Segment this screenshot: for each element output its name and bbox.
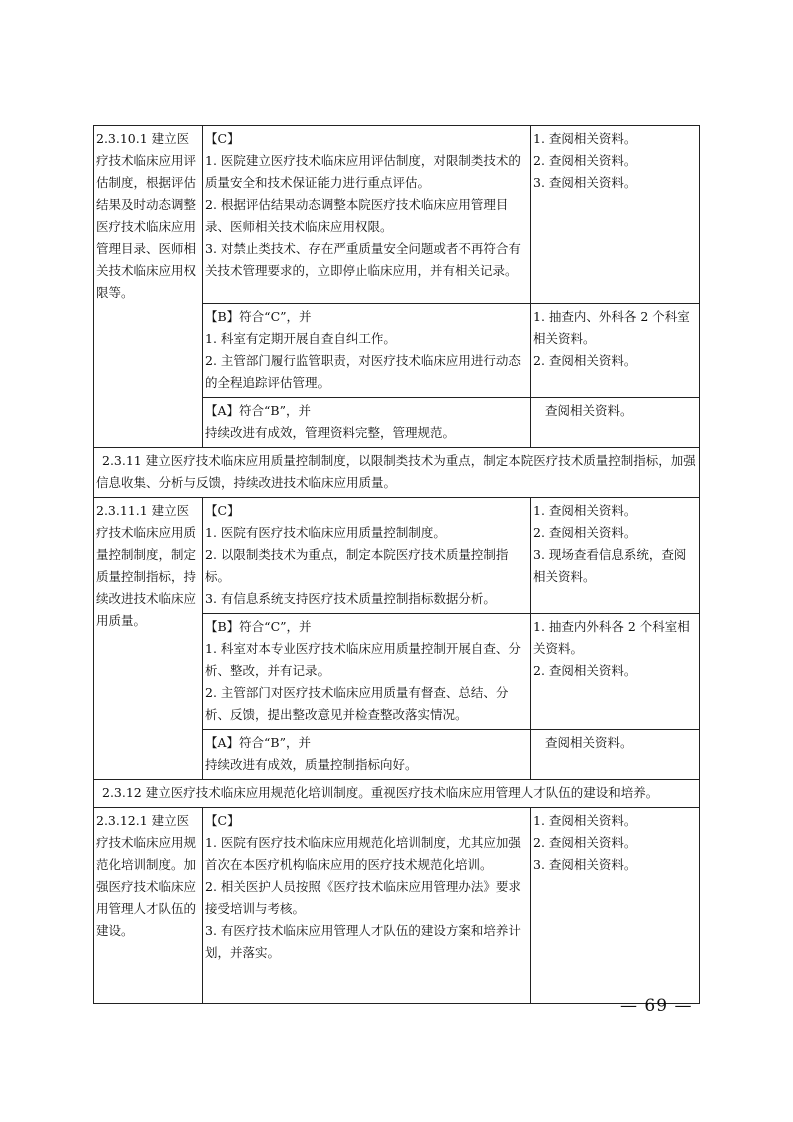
item-title: 2.3.11.1 建立医疗技术临床应用质量控制制度，制定质量控制指标，持续改进技术临床应用质量。 — [96, 503, 197, 628]
method-line: 2. 查阅相关资料。 — [533, 353, 637, 368]
standards-table — [93, 125, 700, 1004]
method-line: 1. 查阅相关资料。 — [533, 131, 637, 146]
method-line: 查阅相关资料。 — [545, 403, 633, 418]
criteria-line: 持续改进有成效，质量控制指标向好。 — [205, 757, 418, 772]
grade-label: 【C】 — [205, 813, 240, 828]
item-title: 2.3.10.1 建立医疗技术临床应用评估制度，根据评估结果及时动态调整医疗技术临床应用管理目录、医师相关技术临床应用权限等。 — [96, 131, 197, 300]
criteria-line: 1. 医院有医疗技术临床应用规范化培训制度，尤其应加强首次在本医疗机构临床应用的医疗技术规范化培训。 — [205, 835, 521, 872]
section-text: 2.3.12 建立医疗技术临床应用规范化培训制度。重视医疗技术临床应用管理人才队伍的建设和培养。 — [102, 785, 659, 800]
section-heading — [94, 780, 700, 808]
criteria-line: 1. 科室对本专业医疗技术临床应用质量控制开展自查、分析、整改，并有记录。 — [205, 641, 521, 678]
criteria-line: 2. 相关医护人员按照《医疗技术临床应用管理办法》要求接受培训与考核。 — [205, 879, 521, 916]
grade-label: 【C】 — [205, 503, 240, 518]
criteria-cell — [203, 614, 531, 730]
method-line: 1. 抽查内、外科各 2 个科室相关资料。 — [533, 309, 690, 346]
method-line: 1. 抽查内外科各 2 个科室相关资料。 — [533, 619, 690, 656]
method-line: 2. 查阅相关资料。 — [533, 153, 637, 168]
criteria-line: 2. 根据评估结果动态调整本院医疗技术临床应用管理目录、医师相关技术临床应用权限。 — [205, 197, 509, 234]
item-title-cell — [94, 126, 203, 448]
grade-label: 【B】符合“C”，并 — [205, 619, 312, 634]
method-cell — [531, 498, 700, 614]
grade-label: 【C】 — [205, 131, 240, 146]
grade-label: 【A】符合“B”，并 — [205, 403, 311, 418]
criteria-line: 1. 科室有定期开展自查自纠工作。 — [205, 331, 396, 346]
criteria-line: 2. 以限制类技术为重点，制定本院医疗技术质量控制指标。 — [205, 547, 509, 584]
method-line: 查阅相关资料。 — [545, 735, 633, 750]
method-line: 3. 现场查看信息系统，查阅相关资料。 — [533, 547, 687, 584]
table-row — [94, 808, 700, 1004]
criteria-line: 3. 有医疗技术临床应用管理人才队伍的建设方案和培养计划，并落实。 — [205, 923, 521, 960]
table-row — [94, 780, 700, 808]
criteria-cell — [203, 398, 531, 448]
table-row — [94, 126, 700, 304]
criteria-cell — [203, 498, 531, 614]
criteria-cell — [203, 126, 531, 304]
criteria-cell — [203, 730, 531, 780]
method-line: 2. 查阅相关资料。 — [533, 525, 637, 540]
item-title: 2.3.12.1 建立医疗技术临床应用规范化培训制度。加强医疗技术临床应用管理人才队伍的建设。 — [96, 813, 197, 938]
method-line: 3. 查阅相关资料。 — [533, 857, 637, 872]
item-title-cell — [94, 498, 203, 780]
criteria-line: 1. 医院有医疗技术临床应用质量控制制度。 — [205, 525, 446, 540]
grade-label: 【B】符合“C”，并 — [205, 309, 312, 324]
method-line: 2. 查阅相关资料。 — [533, 663, 637, 678]
criteria-cell — [203, 808, 531, 1004]
method-cell — [531, 126, 700, 304]
section-text: 2.3.11 建立医疗技术临床应用质量控制制度，以限制类技术为重点，制定本院医疗技术质量控制指标，加强信息收集、分析与反馈，持续改进技术临床应用质量。 — [96, 453, 696, 490]
criteria-line: 2. 主管部门履行监管职责，对医疗技术临床应用进行动态的全程追踪评估管理。 — [205, 353, 521, 390]
section-heading — [94, 448, 700, 498]
page-number: — 69 — — [620, 996, 693, 1016]
method-line: 2. 查阅相关资料。 — [533, 835, 637, 850]
item-title-cell — [94, 808, 203, 1004]
grade-label: 【A】符合“B”，并 — [205, 735, 311, 750]
criteria-line: 3. 有信息系统支持医疗技术质量控制指标数据分析。 — [205, 591, 496, 606]
method-cell — [531, 730, 700, 780]
criteria-line: 3. 对禁止类技术、存在严重质量安全问题或者不再符合有关技术管理要求的，立即停止临床应用，并有相关记录。 — [205, 241, 521, 278]
table-row — [94, 498, 700, 614]
criteria-cell — [203, 304, 531, 398]
method-cell — [531, 808, 700, 1004]
method-cell — [531, 614, 700, 730]
criteria-line: 2. 主管部门对医疗技术临床应用质量有督查、总结、分析、反馈，提出整改意见并检查整改落实情况。 — [205, 685, 509, 722]
table-row — [94, 448, 700, 498]
method-line: 1. 查阅相关资料。 — [533, 503, 637, 518]
method-cell — [531, 304, 700, 398]
criteria-line: 1. 医院建立医疗技术临床应用评估制度，对限制类技术的质量安全和技术保证能力进行重点评估。 — [205, 153, 521, 190]
method-line: 1. 查阅相关资料。 — [533, 813, 637, 828]
criteria-line: 持续改进有成效，管理资料完整，管理规范。 — [205, 425, 456, 440]
method-cell — [531, 398, 700, 448]
method-line: 3. 查阅相关资料。 — [533, 175, 637, 190]
